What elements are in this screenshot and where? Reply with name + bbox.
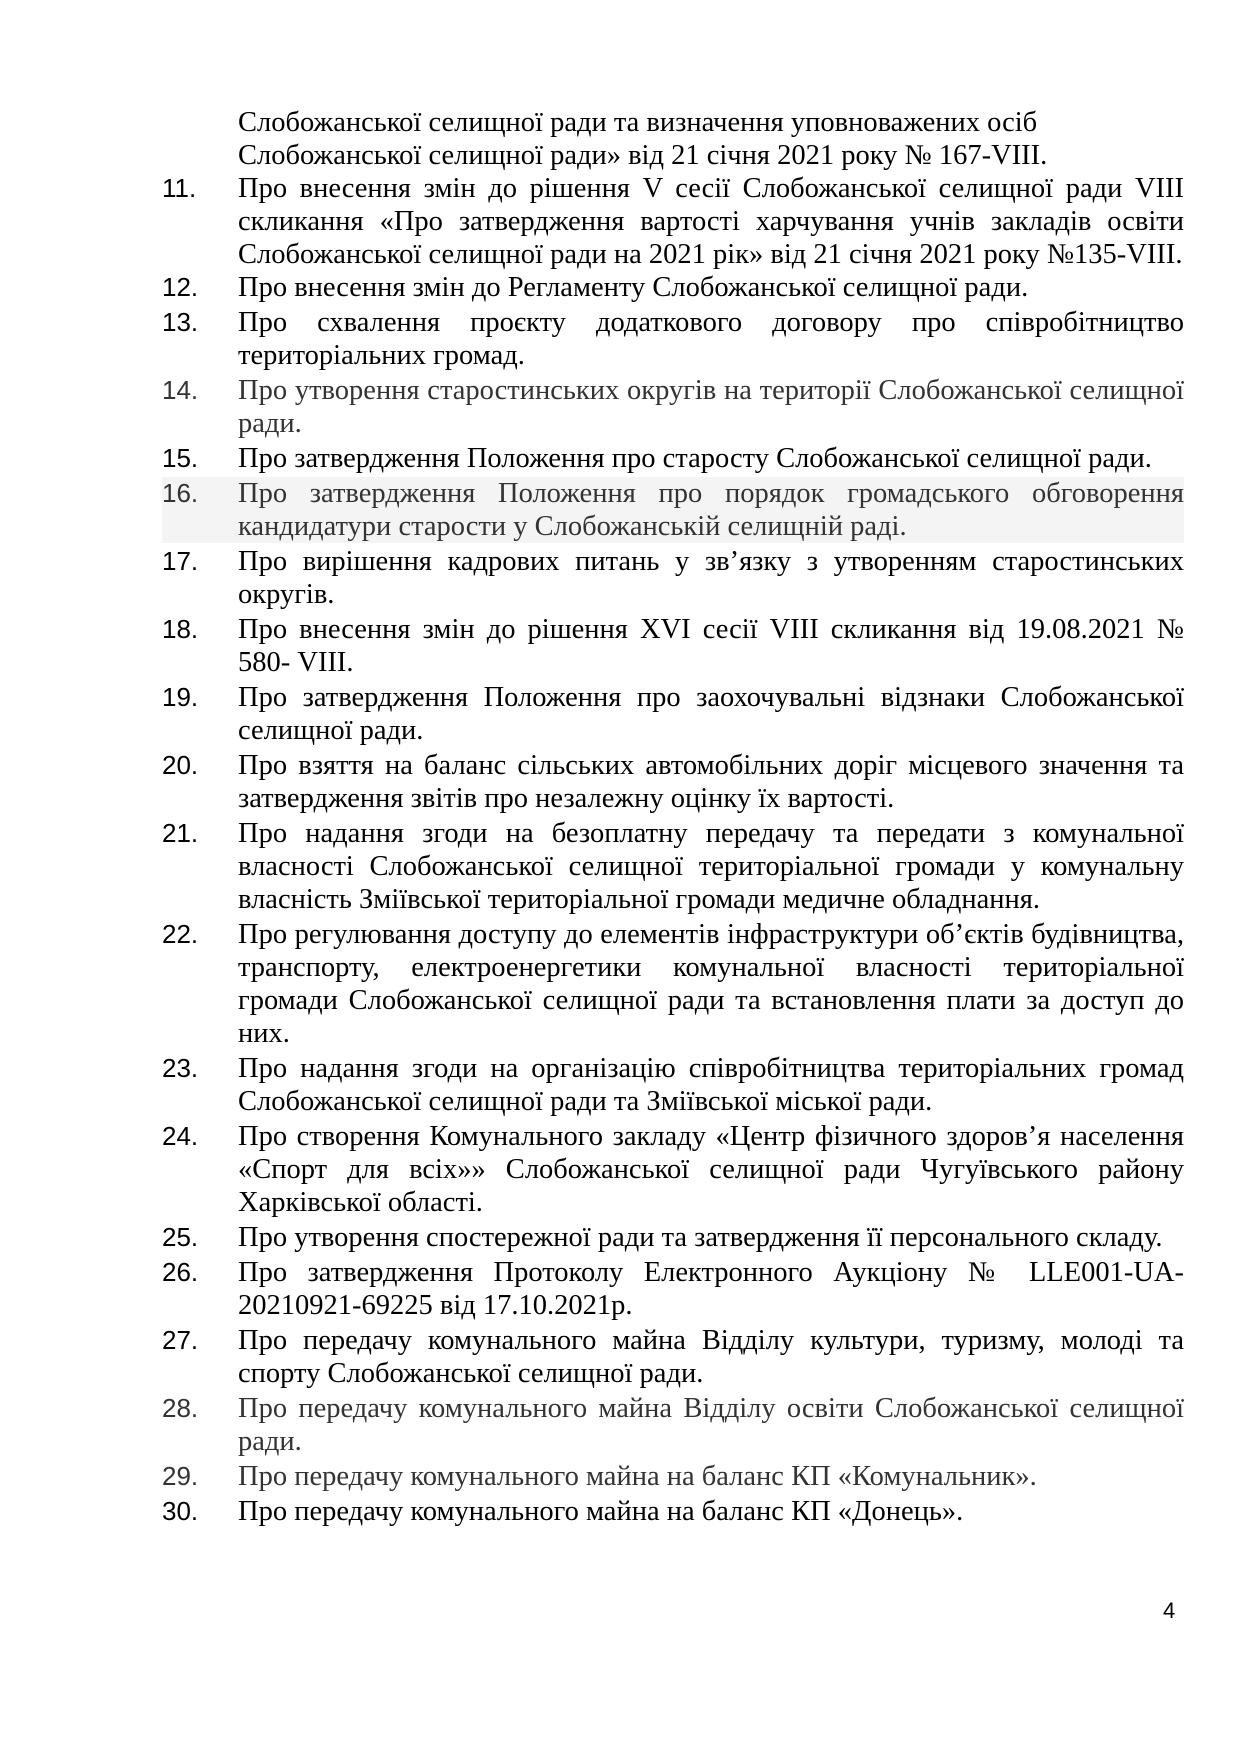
continued-item-text <box>238 106 1184 172</box>
agenda-item <box>162 545 1184 611</box>
item-text: Про взяття на баланс сільських автомобільних доріг місцевого значення та затвердження звітів про незалежну оцінку їх вартості. <box>238 750 1184 814</box>
agenda-item <box>162 306 1184 372</box>
item-text: Про внесення змін до Регламенту Слобожанської селищної ради. <box>238 272 1029 303</box>
item-text: Про вирішення кадрових питань у зв’язку з утворенням старостинських округів. <box>238 546 1184 610</box>
agenda-item <box>162 1495 1184 1528</box>
item-text: Про утворення старостинських округів на території Слобожанської селищної ради. <box>238 375 1184 439</box>
item-text: Про передачу комунального майна на баланс КП «Комунальник». <box>238 1461 1037 1492</box>
agenda-item <box>162 1392 1184 1458</box>
agenda-item <box>162 442 1184 475</box>
item-number: 27. <box>162 1325 199 1355</box>
item-text: Про затвердження Положення про порядок громадського обговорення кандидатури старости у Слобожанській селищній раді. <box>238 478 1184 542</box>
intro-line: Слобожанської селищної ради та визначення уповноважених осіб <box>238 107 1038 138</box>
intro-line: Слобожанської селищної ради» від 21 січня 2021 року № 167-VIII. <box>238 140 1048 171</box>
item-text: Про передачу комунального майна Відділу освіти Слобожанської селищної ради. <box>238 1393 1184 1457</box>
item-number: 20. <box>162 750 199 780</box>
agenda-item <box>162 271 1184 304</box>
item-text: Про затвердження Положення про старосту Слобожанської селищної ради. <box>238 443 1152 474</box>
agenda-list <box>162 172 1184 1530</box>
item-number: 15. <box>162 443 199 473</box>
item-number: 22. <box>162 919 199 949</box>
item-number: 23. <box>162 1053 199 1083</box>
item-number: 17. <box>162 546 199 576</box>
item-number: 28. <box>162 1393 199 1423</box>
agenda-item <box>162 1256 1184 1322</box>
item-text: Про створення Комунального закладу «Центр фізичного здоров’я населення «Спорт для всіх»» Слобожанської селищної ради Чугуївського району Харківської області. <box>238 1121 1184 1218</box>
agenda-item <box>162 749 1184 815</box>
item-number: 29. <box>162 1461 199 1491</box>
item-number: 21. <box>162 818 199 848</box>
agenda-item <box>162 1324 1184 1390</box>
item-text: Про внесення змін до рішення V сесії Слобожанської селищної ради VIII скликання «Про затвердження вартості харчування учнів закладів освіти Слобожанської селищної ради на 2021 рік» від 21 січня 2021 року №135-VIII. <box>238 173 1184 270</box>
agenda-item <box>162 172 1184 271</box>
item-number: 25. <box>162 1222 199 1252</box>
page-number: 4 <box>1163 1598 1176 1623</box>
item-number: 14. <box>162 375 199 405</box>
agenda-item <box>162 918 1184 1050</box>
item-number: 16. <box>162 478 199 508</box>
item-number: 30. <box>162 1496 199 1526</box>
agenda-item <box>162 817 1184 916</box>
item-number: 11. <box>162 173 197 203</box>
agenda-item <box>162 1221 1184 1254</box>
agenda-item <box>162 613 1184 679</box>
agenda-item <box>162 1120 1184 1219</box>
item-text: Про надання згоди на безоплатну передачу та передати з комунальної власності Слобожанської селищної територіальної громади у комунальну власність Зміївської територіальної громади медичне обладнання. <box>238 818 1184 915</box>
item-text: Про затвердження Положення про заохочувальні відзнаки Слобожанської селищної ради. <box>238 682 1184 746</box>
item-text: Про затвердження Протоколу Електронного Аукціону № LLE001-UA-20210921-69225 від 17.10.2021р. <box>238 1257 1184 1321</box>
item-number: 26. <box>162 1257 199 1287</box>
item-text: Про надання згоди на організацію співробітництва територіальних громад Слобожанської селищної ради та Зміївської міської ради. <box>238 1053 1184 1117</box>
agenda-item <box>162 374 1184 440</box>
item-text: Про утворення спостережної ради та затвердження її персонального складу. <box>238 1222 1163 1253</box>
item-number: 18. <box>162 614 199 644</box>
item-text: Про передачу комунального майна на баланс КП «Донець». <box>238 1496 964 1527</box>
item-number: 12. <box>162 272 199 302</box>
agenda-item <box>162 1460 1184 1493</box>
item-text: Про передачу комунального майна Відділу культури, туризму, молоді та спорту Слобожанської селищної ради. <box>238 1325 1184 1389</box>
item-text: Про регулювання доступу до елементів інфраструктури об’єктів будівництва, транспорту, електроенергетики комунальної власності територіальної громади Слобожанської селищної ради та встановлення плати за доступ до них. <box>238 919 1184 1049</box>
agenda-item <box>162 681 1184 747</box>
item-text: Про внесення змін до рішення XVI сесії VIII скликання від 19.08.2021 № 580- VIII. <box>238 614 1184 678</box>
item-number: 13. <box>162 307 199 337</box>
item-number: 24. <box>162 1121 199 1151</box>
item-text: Про схвалення проєкту додаткового договору про співробітництво територіальних громад. <box>238 307 1184 371</box>
agenda-item <box>162 1052 1184 1118</box>
agenda-item <box>162 477 1184 543</box>
item-number: 19. <box>162 682 199 712</box>
